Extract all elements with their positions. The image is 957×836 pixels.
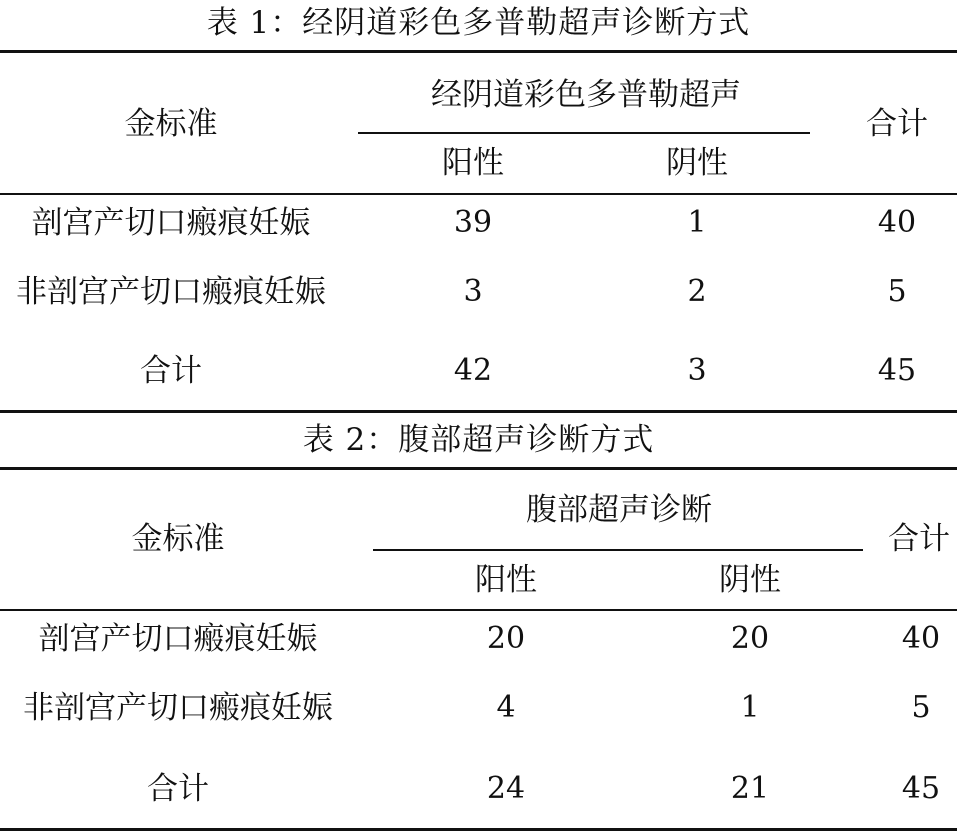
table-2-row-1-negative: 20 [730,621,770,656]
table-1-row-3-positive: 42 [453,353,493,388]
table-1-caption: 表 1：经阴道彩色多普勒超声诊断方式 [206,5,751,41]
table-2-row-1-label: 剖宫产切口瘢痕妊娠 [38,621,318,657]
table-1-row-3-total: 45 [877,353,917,388]
table-2-row-2-total: 5 [911,690,931,725]
table-1-positive-header: 阳性 [442,145,504,181]
table-2-row-1-positive: 20 [486,621,526,656]
table-2-row-3-label: 合计 [147,771,209,807]
table-1-total-header: 合计 [866,106,928,142]
table-1-row-1-positive: 39 [453,205,493,240]
table-2-positive-header: 阳性 [475,562,537,598]
table-2-top-rule [0,467,957,470]
table-2-row-3-positive: 24 [486,771,526,806]
table-2-row-1-total: 40 [901,621,941,656]
table-1-row-label-header: 金标准 [124,106,218,142]
table-2-bottom-rule [0,828,957,831]
table-1-bottom-rule [0,410,957,413]
table-2-caption: 表 2：腹部超声诊断方式 [302,422,655,458]
table-1-negative-header: 阴性 [666,145,728,181]
table-1-row-2-positive: 3 [463,274,483,309]
table-1-row-1-negative: 1 [687,205,707,240]
table-2-group-rule [373,549,863,551]
table-1-group-header: 经阴道彩色多普勒超声 [431,77,741,113]
table-1-group-rule [358,132,810,134]
table-2-row-2-positive: 4 [496,690,516,725]
table-1-row-1-total: 40 [877,205,917,240]
table-2-group-header: 腹部超声诊断 [526,492,712,528]
table-1-row-1-label: 剖宫产切口瘢痕妊娠 [31,205,311,241]
table-2-row-label-header: 金标准 [131,521,225,557]
table-1-row-2-label: 非剖宫产切口瘢痕妊娠 [16,274,326,310]
table-2-row-3-negative: 21 [730,771,770,806]
table-1-row-2-total: 5 [887,274,907,309]
table-2-negative-header: 阴性 [719,562,781,598]
table-2-total-header: 合计 [888,521,950,557]
table-2-row-2-label: 非剖宫产切口瘢痕妊娠 [23,690,333,726]
table-1-top-rule [0,50,957,53]
table-2-row-3-total: 45 [901,771,941,806]
table-2-row-2-negative: 1 [740,690,760,725]
table-1-row-2-negative: 2 [687,274,707,309]
table-1-row-3-label: 合计 [140,353,202,389]
table-2-header-rule [0,609,957,611]
table-1-header-rule [0,193,957,195]
table-1-row-3-negative: 3 [687,353,707,388]
